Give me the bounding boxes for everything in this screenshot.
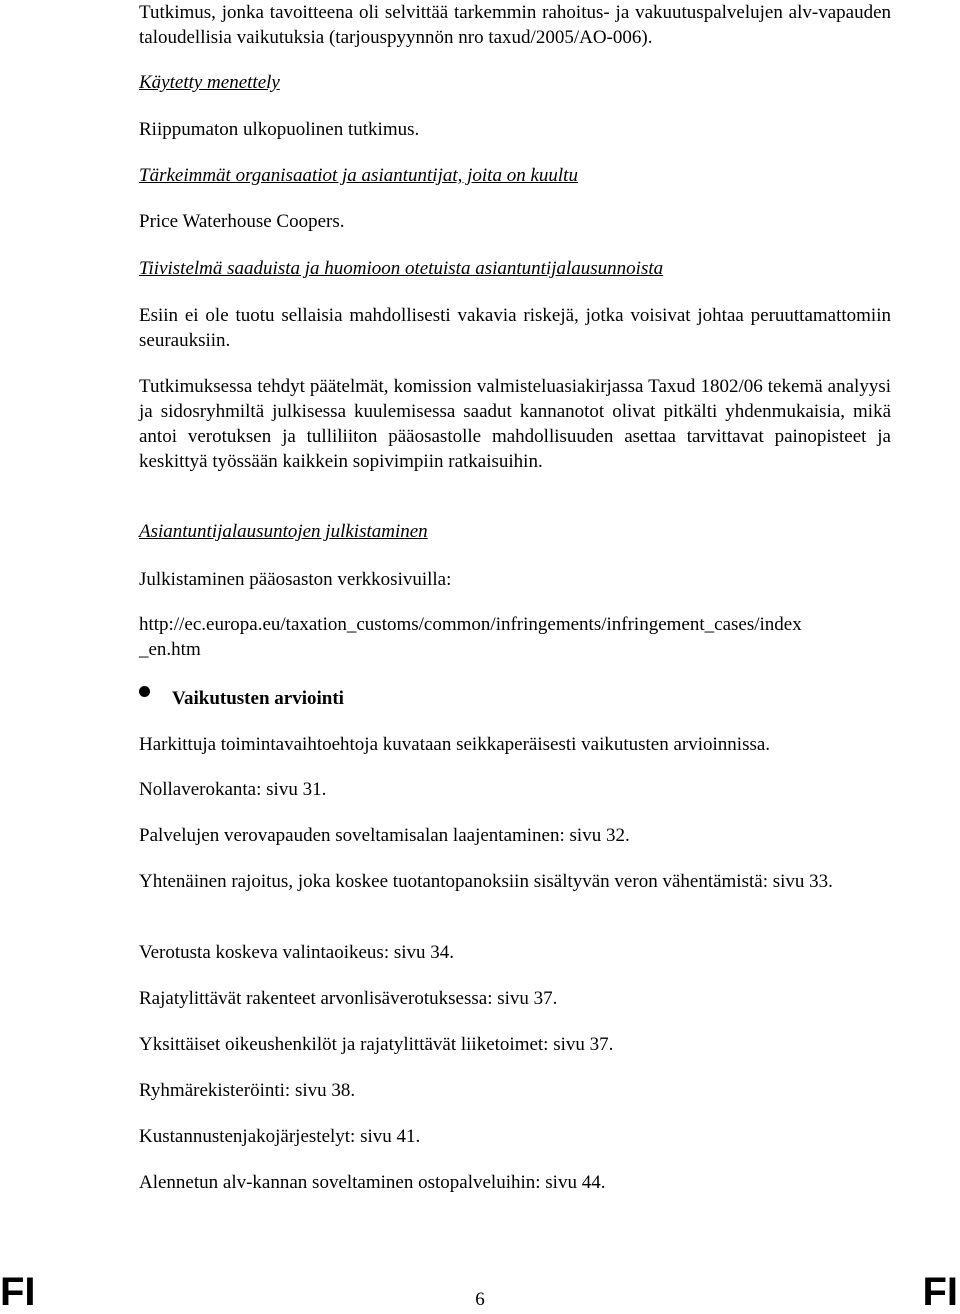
bullet-icon	[139, 686, 150, 697]
impact-intro-paragraph: Harkittuja toimintavaihtoehtoja kuvataan seikkaperäisesti vaikutusten arvioinnissa.	[139, 734, 771, 755]
page-number: 6	[475, 1289, 485, 1310]
footer-language-left: FI	[0, 1270, 36, 1314]
summary-paragraph-2: Tutkimuksessa tehdyt päätelmät, komission valmisteluasiakirjassa Taxud 1802/06 tekemä analyysi ja sidosryhmiltä julkisessa kuulemisessa saadut kannanotot olivat pitkälti yhdenmukaisia, mikä antoi verotuksen ja tulliliiton pääosastolle mahdollisuuden asettaa tarvittavat painopisteet ja keskittyä työssään kaikkein sopivimpiin ratkaisuihin.	[139, 376, 891, 472]
impact-item: Verotusta koskeva valintaoikeus: sivu 34.	[139, 942, 455, 963]
impact-item: Rajatylittävät rakenteet arvonlisäverotuksessa: sivu 37.	[139, 988, 558, 1009]
impact-item: Palvelujen verovapauden soveltamisalan laajentaminen: sivu 32.	[139, 825, 630, 846]
organisations-paragraph: Price Waterhouse Coopers.	[139, 211, 345, 232]
impact-item: Yksittäiset oikeushenkilöt ja rajatylittävät liiketoimet: sivu 37.	[139, 1034, 614, 1055]
impact-item: Nollaverokanta: sivu 31.	[139, 779, 327, 800]
heading-organisations: Tärkeimmät organisaatiot ja asiantuntijat, joita on kuultu	[139, 165, 578, 186]
heading-summary: Tiivistelmä saaduista ja huomioon otetuista asiantuntijalausunnoista	[139, 258, 664, 279]
impact-item: Kustannustenjakojärjestelyt: sivu 41.	[139, 1126, 421, 1147]
impact-item: Ryhmärekisteröinti: sivu 38.	[139, 1080, 356, 1101]
publication-url-line-1[interactable]: http://ec.europa.eu/taxation_customs/common/infringements/infringement_cases/index	[139, 614, 802, 635]
summary-paragraph-1: Esiin ei ole tuotu sellaisia mahdollisesti vakavia riskejä, jotka voisivat johtaa peruuttamattomiin seurauksiin.	[139, 305, 891, 351]
heading-method: Käytetty menettely	[139, 72, 280, 93]
method-paragraph: Riippumaton ulkopuolinen tutkimus.	[139, 119, 420, 140]
footer-language-right: FI	[922, 1270, 958, 1314]
heading-impact-assessment: Vaikutusten arviointi	[172, 688, 344, 709]
publication-paragraph: Julkistaminen pääosaston verkkosivuilla:	[139, 569, 452, 590]
publication-url-line-2[interactable]: _en.htm	[139, 639, 201, 660]
heading-publication: Asiantuntijalausuntojen julkistaminen	[139, 521, 428, 542]
impact-item: Alennetun alv-kannan soveltaminen ostopalveluihin: sivu 44.	[139, 1172, 606, 1193]
impact-item: Yhtenäinen rajoitus, joka koskee tuotantopanoksiin sisältyvän veron vähentämistä: sivu 33.	[139, 871, 833, 892]
intro-paragraph: Tutkimus, jonka tavoitteena oli selvittää tarkemmin rahoitus- ja vakuutuspalvelujen alv-vapauden taloudellisia vaikutuksia (tarjouspyynnön nro taxud/2005/AO-006).	[139, 2, 891, 48]
